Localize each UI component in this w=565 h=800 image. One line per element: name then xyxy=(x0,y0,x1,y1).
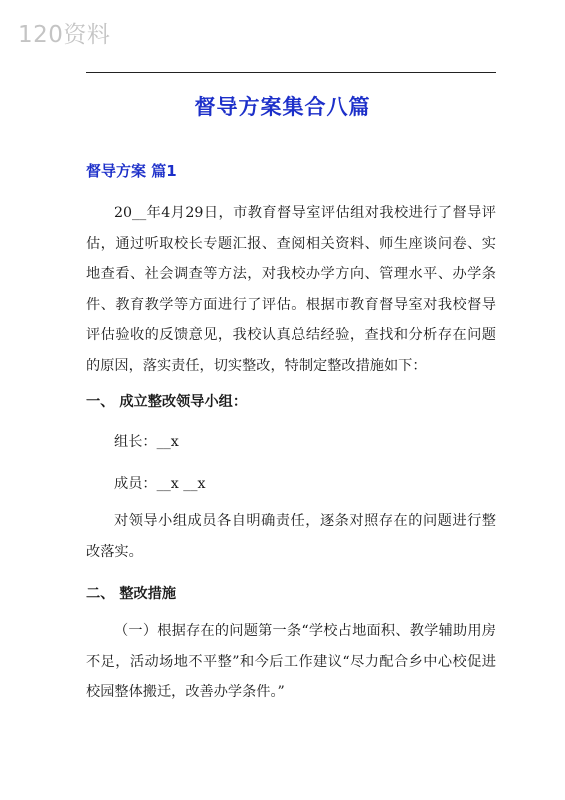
section-heading: 督导方案 篇1 xyxy=(86,162,177,180)
group-leader-line: 组长：__x xyxy=(114,434,179,450)
responsibility-paragraph: 对领导小组成员各自明确责任，逐条对照存在的问题进行整改落实。 xyxy=(86,513,496,560)
page-title: 督导方案集合八篇 xyxy=(194,95,371,119)
header-rule xyxy=(86,72,496,73)
measure-one-paragraph: （一）根据存在的问题第一条“学校占地面积、教学辅助用房不足，活动场地不平整”和今后工作建议“尽力配合乡中心校促进校园整体搬迁，改善办学条件。” xyxy=(86,623,496,700)
heading-two: 二、 整改措施 xyxy=(86,586,177,602)
members-line: 成员：__x __x xyxy=(114,476,206,492)
watermark: 120资料 xyxy=(18,22,111,48)
heading-one: 一、 成立整改领导小组： xyxy=(86,394,248,410)
intro-paragraph: 20__年4月29日，市教育督导室评估组对我校进行了督导评估，通过听取校长专题汇报、查阅相关资料、师生座谈问卷、实地查看、社会调查等方法，对我校办学方向、管理水平、办学条件、教育教学等方面进行了评估。根据市教育督导室对我校督导评估验收的反馈意见，我校认真总结经验，查找和分析存在问题的原因，落实责任，切实整改，特制定整改措施如下： xyxy=(86,205,496,374)
